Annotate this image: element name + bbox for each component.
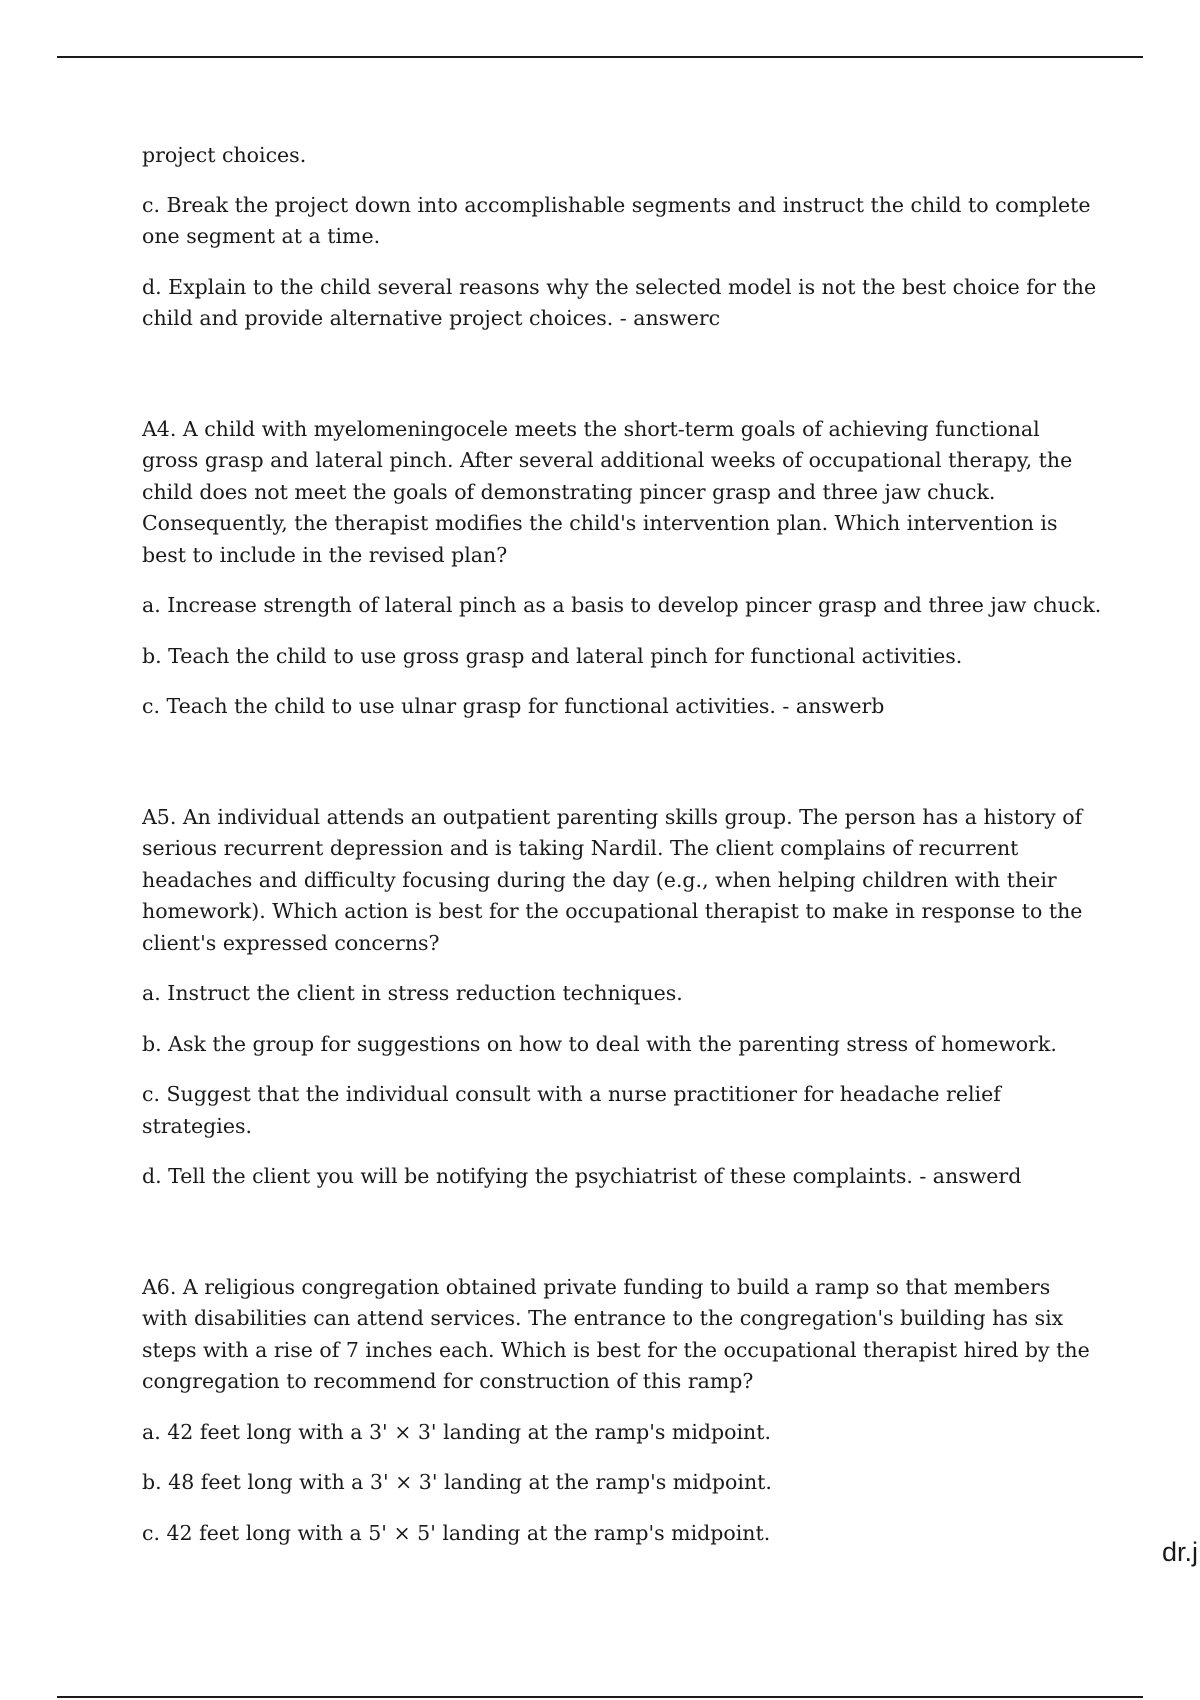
option-d: d. Explain to the child several reasons why the selected model is not the best choice for the child and provide alternative project choices. - answerc [142, 274, 1097, 330]
question-a4 [142, 414, 1102, 723]
answer-option-a: a. 42 feet long with a 3' × 3' landing at the ramp's midpoint. [142, 1419, 772, 1444]
answer-option-c: c. Teach the child to use ulnar grasp for functional activities. - answerb [142, 694, 885, 718]
spacer [142, 1212, 1102, 1272]
answer-option-b: b. 48 feet long with a 3' × 3' landing at the ramp's midpoint. [142, 1470, 772, 1494]
question-stem: A5. An individual attends an outpatient parenting skills group. The person has a history of serious recurrent depression and is taking Nardil. The client complains of recurrent headaches and difficulty focusing during the day (e.g., when helping children with their homework). Which action is best for the occupational therapist to make in response to the client's expressed concerns? [142, 804, 1083, 955]
answer-option-b: b. Ask the group for suggestions on how to deal with the parenting stress of homework. [142, 1031, 1057, 1056]
answer-option-d: d. Tell the client you will be notifying the psychiatrist of these complaints. - answerd [142, 1164, 1022, 1188]
answer-option-c: c. 42 feet long with a 5' × 5' landing at the ramp's midpoint. [142, 1520, 771, 1545]
option-c: c. Break the project down into accomplishable segments and instruct the child to complete one segment at a time. [142, 192, 1091, 248]
answer-option-a: a. Instruct the client in stress reduction techniques. [142, 981, 683, 1005]
question-stem: A6. A religious congregation obtained private funding to build a ramp so that members with disabilities can attend services. The entrance to the congregation's building has six steps with a rise of 7 inches each. Which is best for the occupational therapist hired by the congregation to recommend for construction of this ramp? [142, 1274, 1090, 1393]
answer-option-a: a. Increase strength of lateral pinch as a basis to develop pincer grasp and three jaw chuck. [142, 593, 1102, 617]
bottom-divider [57, 1696, 1143, 1698]
footer-watermark: dr.j [1162, 1537, 1199, 1567]
answer-option-b: b. Teach the child to use gross grasp and lateral pinch for functional activities. [142, 643, 963, 668]
question-a5 [142, 802, 1102, 1193]
answer-option-c: c. Suggest that the individual consult with a nurse practitioner for headache relief strategies. [142, 1082, 1001, 1138]
question-a6 [142, 1272, 1102, 1550]
question-stem: A4. A child with myelomeningocele meets the short-term goals of achieving functional gross grasp and lateral pinch. After several additional weeks of occupational therapy, the child does not meet the goals of demonstrating pincer grasp and three jaw chuck. Consequently, the therapist modifies the child's intervention plan. Which intervention is best to include in the revised plan? [142, 416, 1073, 567]
spacer [142, 742, 1102, 802]
document-body [142, 140, 1102, 1568]
spacer [142, 354, 1102, 414]
top-divider [57, 56, 1143, 58]
continued-text: project choices. [142, 143, 307, 167]
